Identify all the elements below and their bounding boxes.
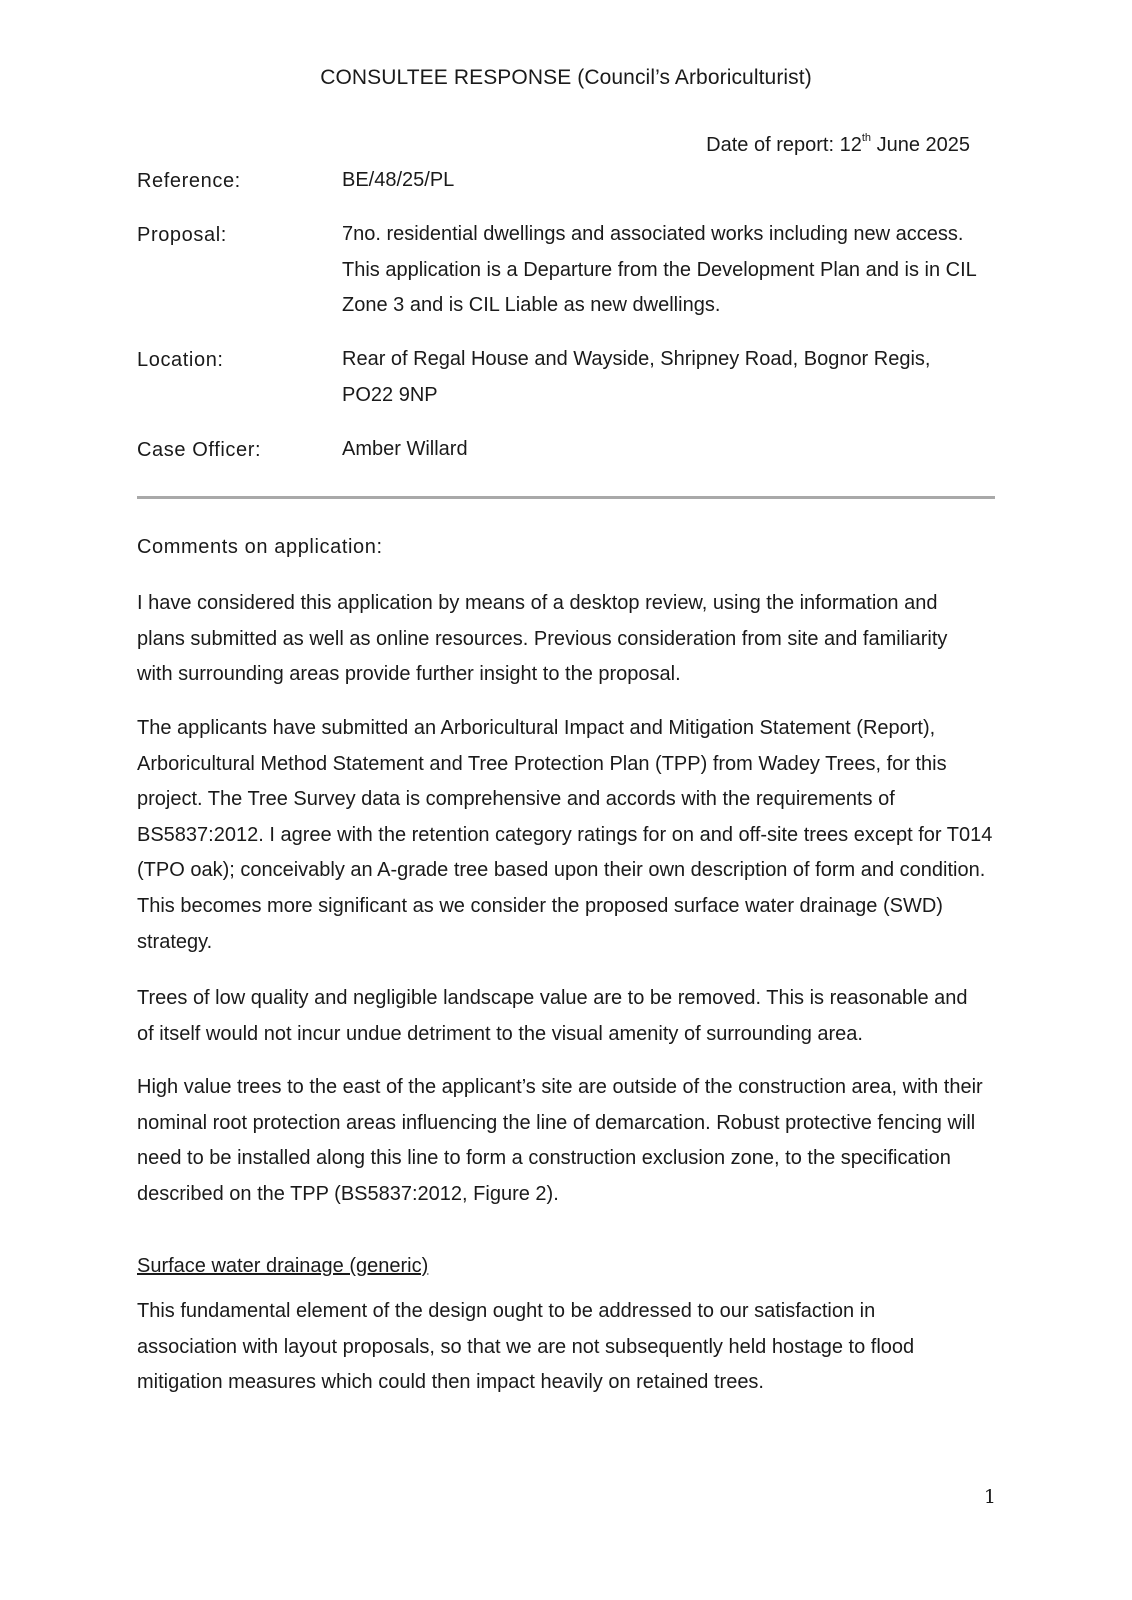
proposal-label: Proposal: <box>137 224 227 246</box>
drainage-subheading: Surface water drainage (generic) <box>137 1255 429 1277</box>
reference-value: BE/48/25/PL <box>342 169 455 191</box>
location-label: Location: <box>137 349 224 371</box>
comments-heading: Comments on application: <box>137 536 383 558</box>
reference-label: Reference: <box>137 170 241 192</box>
proposal-value: 7no. residential dwellings and associated works including new access. This application is a Departure from the Development Plan and is in CIL Zone 3 and is CIL Liable as new dwellings. <box>342 223 977 316</box>
report-date-prefix: Date of report: 12 <box>706 134 862 156</box>
section-divider <box>137 496 995 499</box>
report-date-ordinal: th <box>861 132 872 145</box>
page-number: 1 <box>983 1486 996 1508</box>
comment-paragraph-2: The applicants have submitted an Arboricultural Impact and Mitigation Statement (Report), Arboricultural Method Statement and Tree Protection Plan (TPP) from Wadey Trees, for this project. The Tree Survey data is comprehensive and accords with the requirements of BS5837:2012. I agree with the retention category ratings for on and off-site trees except for T014 (TPO oak); conceivably an A-grade tree based upon their own description of form and condition. This becomes more significant as we consider the proposed surface water drainage (SWD) strategy. <box>137 717 993 953</box>
report-date <box>706 134 970 157</box>
report-date-rest: June 2025 <box>871 134 970 156</box>
case-officer-value: Amber Willard <box>342 438 468 460</box>
comment-paragraph-4: High value trees to the east of the applicant’s site are outside of the construction area, with their nominal root protection areas influencing the line of demarcation. Robust protective fencing will need to be installed along this line to form a construction exclusion zone, to the specification described on the TPP (BS5837:2012, Figure 2). <box>137 1076 983 1205</box>
document-title: CONSULTEE RESPONSE (Council’s Arboriculturist) <box>320 66 812 89</box>
case-officer-label: Case Officer: <box>137 439 262 461</box>
location-value: Rear of Regal House and Wayside, Shripney Road, Bognor Regis, PO22 9NP <box>342 348 931 406</box>
comment-paragraph-1: I have considered this application by means of a desktop review, using the information and plans submitted as well as online resources. Previous consideration from site and familiarity with surrounding areas provide further insight to the proposal. <box>137 592 948 686</box>
comment-paragraph-3: Trees of low quality and negligible landscape value are to be removed. This is reasonable and of itself would not incur undue detriment to the visual amenity of surrounding area. <box>137 987 968 1045</box>
drainage-paragraph: This fundamental element of the design ought to be addressed to our satisfaction in association with layout proposals, so that we are not subsequently held hostage to flood mitigation measures which could then impact heavily on retained trees. <box>137 1300 915 1394</box>
